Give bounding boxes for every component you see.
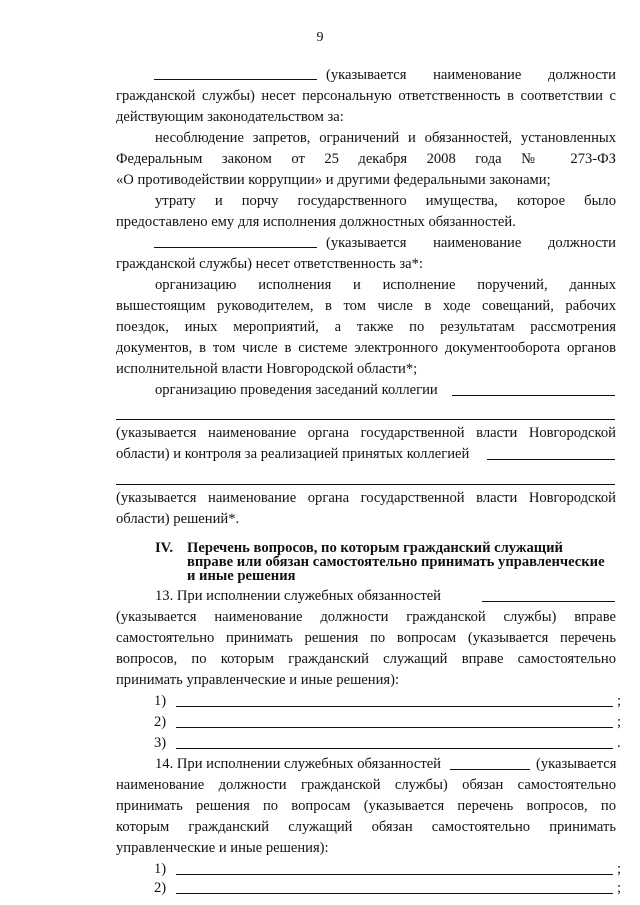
paragraph-line <box>155 587 616 605</box>
blank-field <box>482 601 615 602</box>
text: (указывается наименование должности <box>326 67 616 83</box>
section-title-line: и иные решения <box>187 568 296 584</box>
paragraph-line: которым гражданский служащий обязан самостоятельно принимать <box>116 819 616 835</box>
paragraph-line: документов, в том числе в системе электронного документооборота органов <box>116 340 616 356</box>
list-item-number: 2) <box>154 880 167 896</box>
paragraph-line: действующим законодательством за: <box>116 109 344 125</box>
paragraph-line: (указывается наименование органа государственной власти Новгородской <box>116 490 616 506</box>
text: организацию проведения заседаний коллегии <box>155 382 438 398</box>
page-number: 9 <box>316 30 324 45</box>
paragraph-line: поездок, иных мероприятий, а также по результатам рассмотрения <box>116 319 616 335</box>
paragraph-line: области) решений*. <box>116 511 240 527</box>
list-item-number: 1) <box>154 693 167 709</box>
blank-line <box>116 419 615 420</box>
blank-line <box>116 484 615 485</box>
list-item-number: 2) <box>154 714 167 730</box>
paragraph-line: Федеральным законом от 25 декабря 2008 года № 273-ФЗ <box>116 151 616 167</box>
paragraph-line <box>116 66 616 85</box>
list-item-blank <box>176 706 613 707</box>
paragraph-line: наименование должности гражданской службы) обязан самостоятельно <box>116 777 616 793</box>
paragraph-line: (указывается наименование органа государственной власти Новгородской <box>116 425 616 441</box>
list-item-end: ; <box>617 693 622 709</box>
paragraph-line: гражданской службы) несет персональную ответственность в соответствии с <box>116 88 616 104</box>
text: 13. При исполнении служебных обязанностей <box>155 588 441 604</box>
paragraph-line: самостоятельно принимать решения по вопросам (указывается перечень <box>116 630 616 646</box>
paragraph-line: несоблюдение запретов, ограничений и обязанностей, установленных <box>155 130 616 146</box>
list-item-blank <box>176 874 613 875</box>
section-title-line: вправе или обязан самостоятельно принимать управленческие <box>187 554 605 570</box>
paragraph-line: предоставлено ему для исполнения должностных обязанностей. <box>116 214 516 230</box>
paragraph-line: вышестоящим руководителем, в том числе в ходе совещаний, рабочих <box>116 298 616 314</box>
blank-field <box>154 66 317 80</box>
list-item-number: 1) <box>154 861 167 877</box>
text: 14. При исполнении служебных обязанностей <box>155 756 441 772</box>
paragraph-line: гражданской службы) несет ответственность за*: <box>116 256 423 272</box>
section-number: IV. <box>155 540 173 556</box>
blank-field <box>452 395 615 396</box>
blank-field <box>154 234 317 248</box>
paragraph-line: организацию исполнения и исполнение поручений, данных <box>155 277 616 293</box>
list-item-number: 3) <box>154 735 167 751</box>
paragraph-line <box>155 381 616 399</box>
paragraph-line: управленческие и иные решения): <box>116 840 329 856</box>
list-item-blank <box>176 748 613 749</box>
paragraph-line: вопросов, по которым гражданский служащий вправе самостоятельно <box>116 651 616 667</box>
paragraph-line: принимать управленческие и иные решения): <box>116 672 400 688</box>
paragraph-line: «О противодействии коррупции» и другими федеральными законами; <box>116 172 551 188</box>
paragraph-line: исполнительной власти Новгородской области*; <box>116 361 418 377</box>
list-item-end: ; <box>617 714 622 730</box>
paragraph-line: утрату и порчу государственного имущества, которое было <box>155 193 616 209</box>
list-item-end: ; <box>617 880 622 896</box>
blank-field <box>487 459 615 460</box>
list-item-end: . <box>617 735 621 751</box>
list-item-blank <box>176 727 613 728</box>
list-item-end: ; <box>617 861 622 877</box>
text: (указывается <box>536 756 617 772</box>
list-item-blank <box>176 893 613 894</box>
paragraph-line: принимать решения по вопросам (указывается перечень вопросов, по <box>116 798 616 814</box>
section-title-line: Перечень вопросов, по которым гражданский служащий <box>187 540 563 556</box>
paragraph-line: (указывается наименование должности гражданской службы) вправе <box>116 609 616 625</box>
blank-field <box>450 769 530 770</box>
paragraph-line: области) и контроля за реализацией принятых коллегией <box>116 446 470 462</box>
text: (указывается наименование должности <box>326 235 616 251</box>
paragraph-line <box>116 234 616 253</box>
